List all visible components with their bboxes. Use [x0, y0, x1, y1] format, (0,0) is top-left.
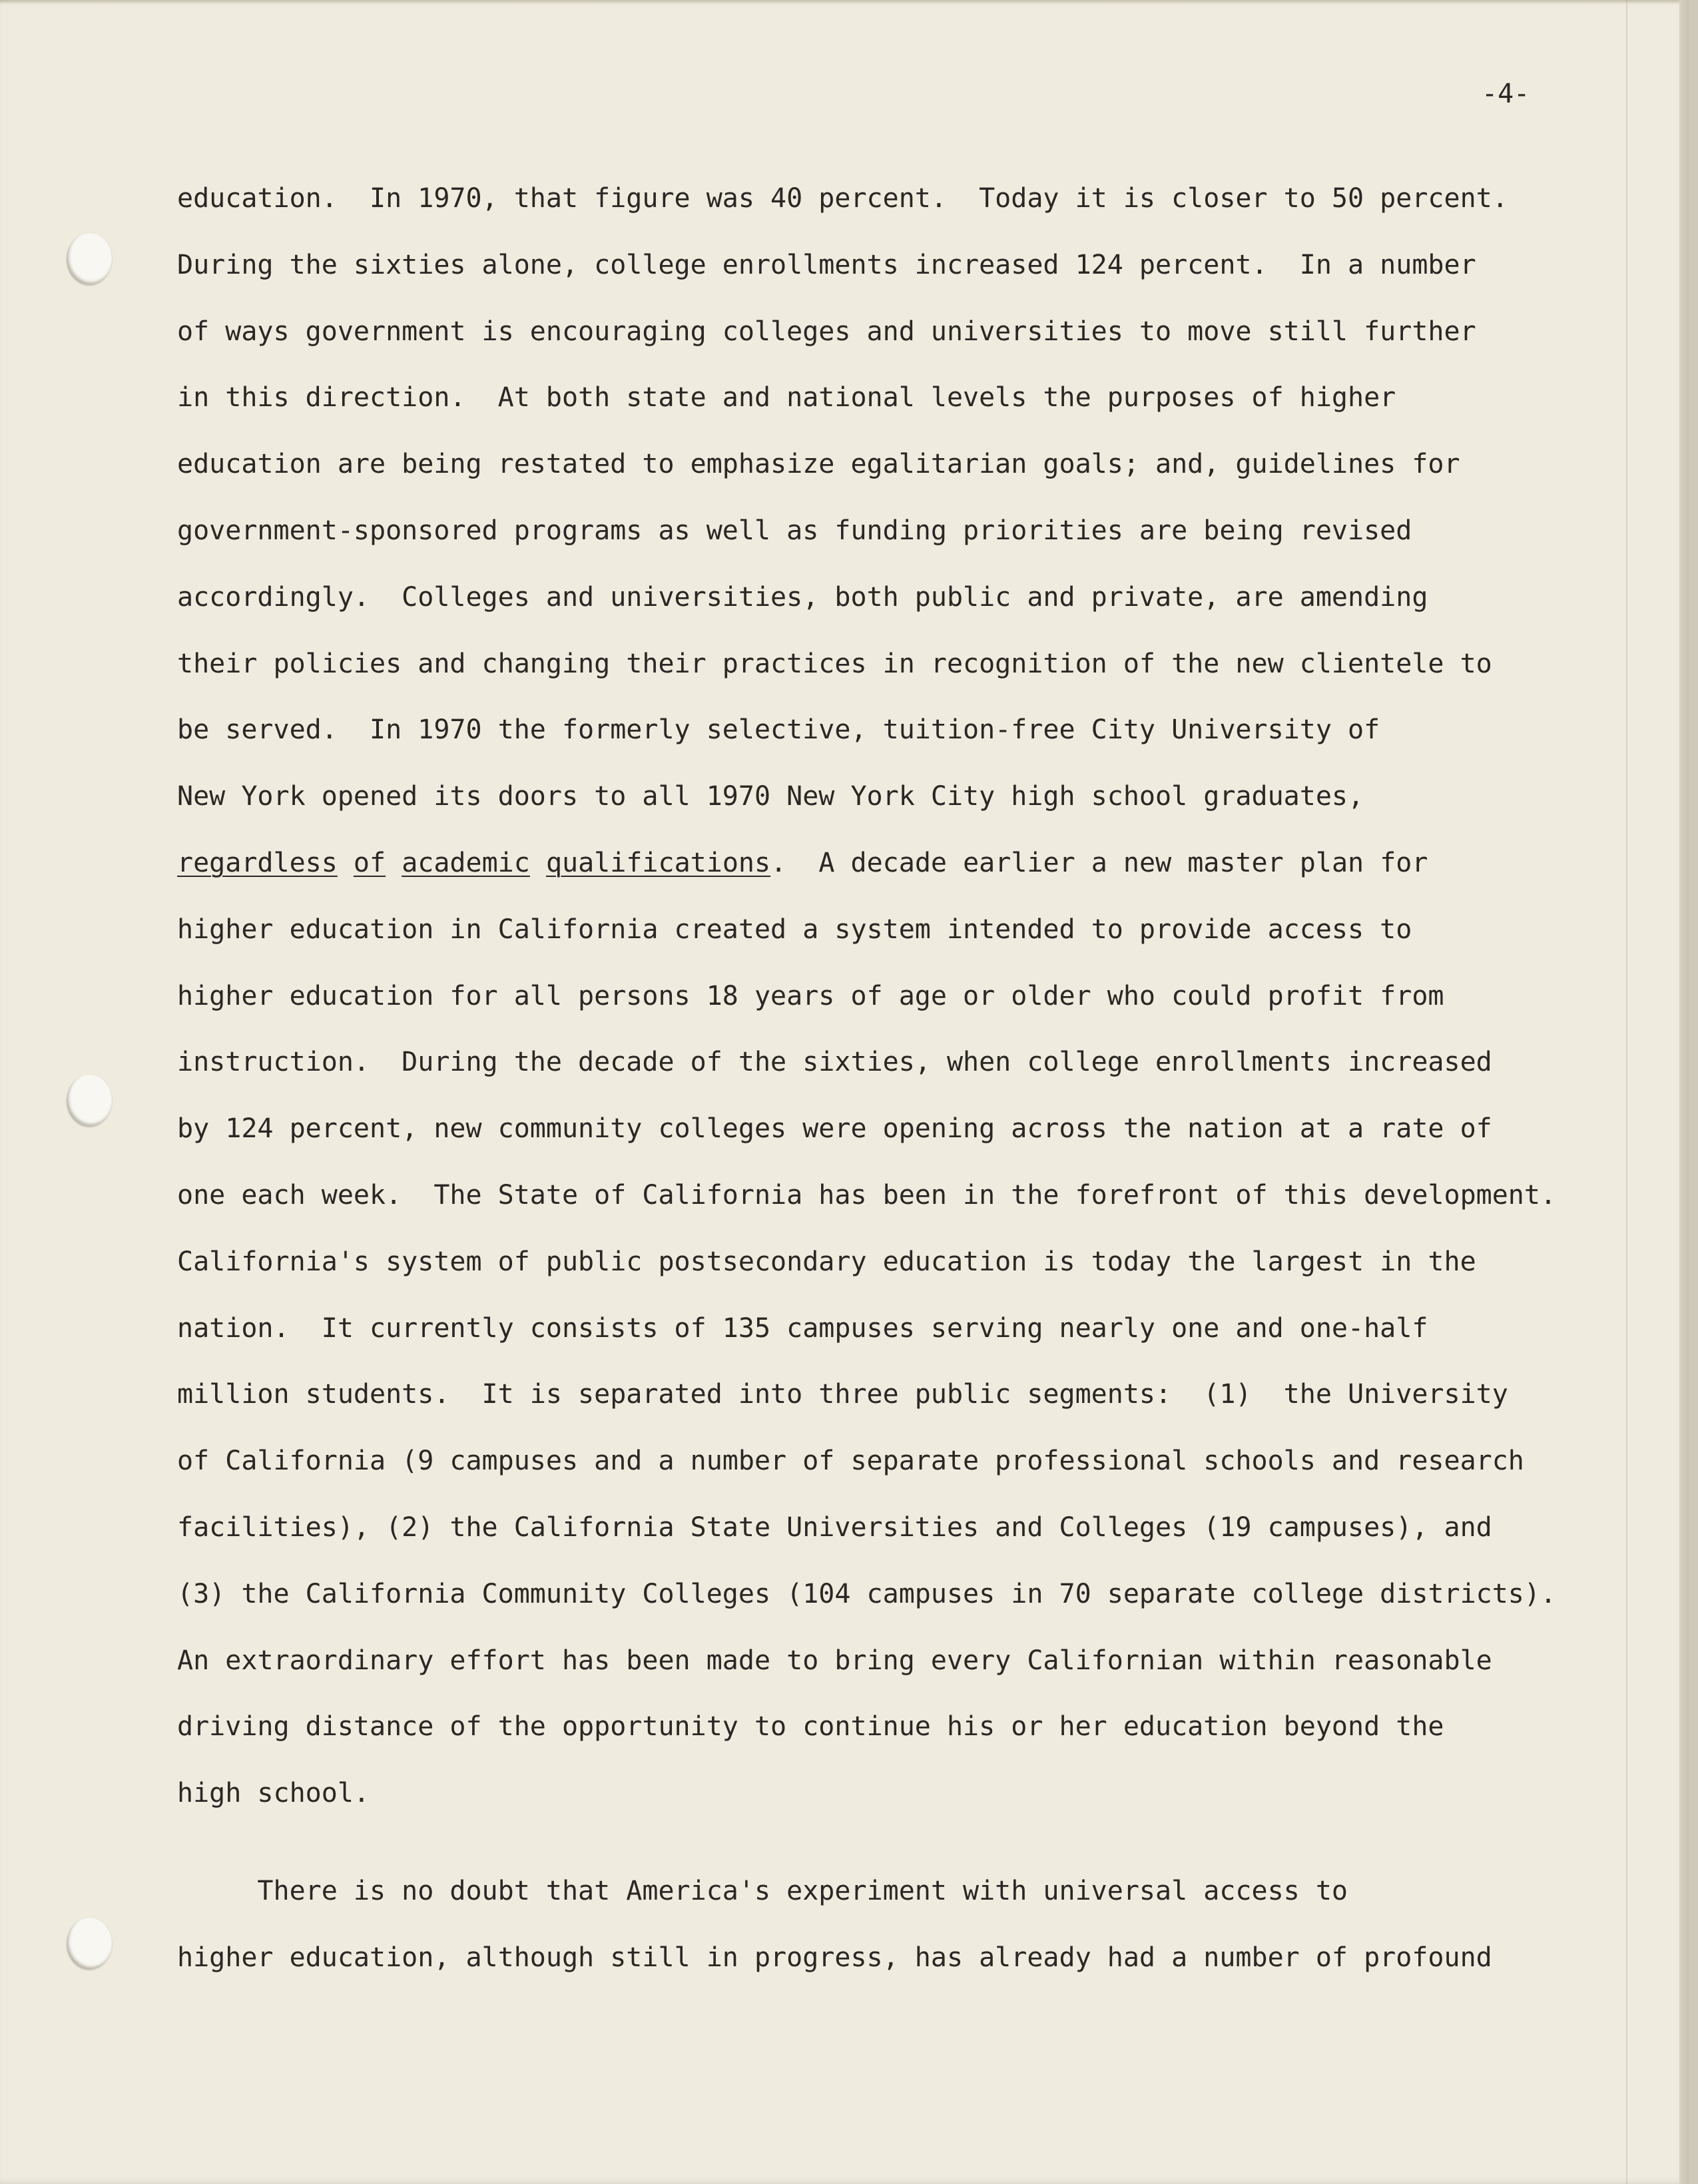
underlined-word: academic	[402, 847, 530, 878]
punch-hole	[67, 1918, 112, 1970]
text-line: education. In 1970, that figure was 40 percent. Today it is closer to 50 percent.	[177, 183, 1508, 214]
line-remainder: . A decade earlier a new master plan for	[770, 847, 1428, 878]
underlined-word: of	[353, 847, 386, 878]
body-text	[177, 178, 1609, 2004]
text-line: their policies and changing their practices in recognition of the new clientele to	[177, 648, 1492, 679]
text-line: by 124 percent, new community colleges were opening across the nation at a rate of	[177, 1113, 1492, 1145]
underlined-word: qualifications	[545, 847, 771, 878]
punch-hole	[67, 233, 112, 285]
underlined-word: regardless	[177, 847, 338, 878]
text-line: in this direction. At both state and national levels the purposes of higher	[177, 382, 1396, 413]
page-fold-line	[1626, 0, 1627, 2184]
page-right-edge	[1679, 0, 1689, 2184]
text-line: accordingly. Colleges and universities, both public and private, are amending	[177, 581, 1428, 613]
page-top-edge	[0, 0, 1689, 4]
text-line: There is no doubt that America's experiment with universal access to	[177, 1875, 1348, 1906]
text-line: facilities), (2) the California State Universities and Colleges (19 campuses), and	[177, 1511, 1492, 1543]
punch-hole	[67, 1075, 112, 1127]
text-line: instruction. During the decade of the sixties, when college enrollments increased	[177, 1047, 1492, 1078]
text-line: higher education, although still in progress, has already had a number of profound	[177, 1942, 1492, 1973]
text-line: During the sixties alone, college enrollments increased 124 percent. In a number	[177, 249, 1476, 280]
text-line: be served. In 1970 the formerly selective, tuition-free City University of	[177, 714, 1380, 746]
text-line: one each week. The State of California has been in the forefront of this development.	[177, 1179, 1557, 1211]
paragraph-gap	[177, 1840, 1609, 1871]
text-line: higher education in California created a system intended to provide access to	[177, 914, 1412, 945]
underlined-text-line	[177, 843, 1609, 910]
text-line: nation. It currently consists of 135 campuses serving nearly one and one-half	[177, 1312, 1428, 1344]
text-line: New York opened its doors to all 1970 New York City high school graduates,	[177, 781, 1364, 812]
page-number: -4-	[1482, 79, 1530, 109]
text-line: higher education for all persons 18 years of age or older who could profit from	[177, 980, 1444, 1011]
text-line: high school.	[177, 1778, 370, 1809]
text-line: million students. It is separated into three public segments: (1) the University	[177, 1379, 1508, 1410]
text-line: of California (9 campuses and a number of separate professional schools and research	[177, 1446, 1524, 1477]
text-line: An extraordinary effort has been made to bring every Californian within reasonable	[177, 1645, 1492, 1676]
text-line: California's system of public postsecondary education is today the largest in the	[177, 1246, 1476, 1277]
text-line: of ways government is encouraging colleges and universities to move still further	[177, 316, 1476, 347]
text-line: (3) the California Community Colleges (104 campuses in 70 separate college districts).	[177, 1578, 1557, 1609]
text-line: education are being restated to emphasize egalitarian goals; and, guidelines for	[177, 449, 1460, 480]
text-line: government-sponsored programs as well as funding priorities are being revised	[177, 515, 1412, 546]
text-line: driving distance of the opportunity to continue his or her education beyond the	[177, 1711, 1444, 1743]
